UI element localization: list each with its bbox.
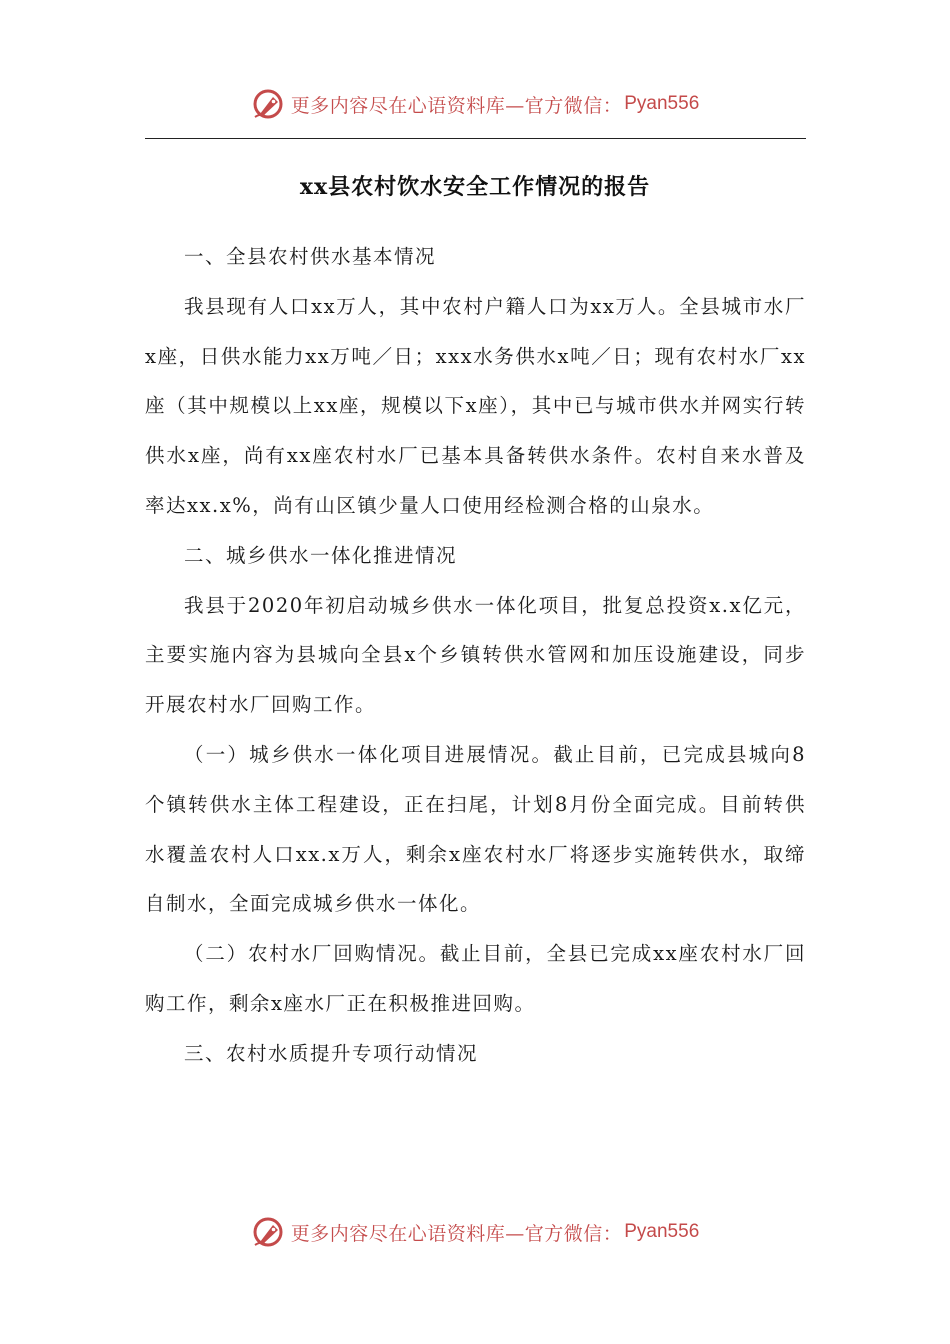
section-heading: 二、城乡供水一体化推进情况 [184, 543, 458, 567]
watermark-wechat-id: Pyan556 [624, 93, 700, 114]
section-heading: 一、全县农村供水基本情况 [184, 245, 437, 268]
watermark-text: 更多内容尽在心语资料库—官方微信： [290, 94, 623, 117]
body-paragraph: 我县现有人口xx万人，其中农村户籍人口为xx万人。全县城市水厂x座，日供水能力xx万吨／日；xxx水务供水x吨／日；现有农村水厂xx座（其中规模以上xx座，规模以下x座），其中已与城市供水并网实行转供水x座，尚有xx座农村水厂已基本具备转供水条件。农村自来水普及率达xx.x%，尚有山区镇少量人口使用经检测合格的山泉水。 [145, 294, 806, 517]
header-watermark [0, 84, 950, 124]
document-title: xx县农村饮水安全工作情况的报告 [299, 174, 651, 200]
body-paragraph: （一）城乡供水一体化项目进展情况。截止目前，已完成县城向8个镇转供水主体工程建设，正在扫尾，计划8月份全面完成。目前转供水覆盖农村人口xx.x万人，剩余x座农村水厂将逐步实施转供水，取缔自制水，全面完成城乡供水一体化。 [145, 742, 806, 916]
watermark-text: 更多内容尽在心语资料库—官方微信： [290, 1222, 623, 1245]
document-body [145, 232, 806, 1079]
watermark-wechat-id: Pyan556 [624, 1221, 700, 1242]
footer-watermark [0, 1212, 950, 1252]
header-divider [145, 138, 806, 139]
pen-nib-circle-icon [251, 1215, 285, 1249]
body-paragraph: （二）农村水厂回购情况。截止目前，全县已完成xx座农村水厂回购工作，剩余x座水厂正在积极推进回购。 [145, 942, 806, 1015]
body-paragraph: 我县于2020年初启动城乡供水一体化项目，批复总投资x.x亿元，主要实施内容为县城向全县x个乡镇转供水管网和加压设施建设，同步开展农村水厂回购工作。 [145, 593, 806, 717]
pen-nib-circle-icon [251, 87, 285, 121]
section-heading: 三、农村水质提升专项行动情况 [184, 1041, 479, 1065]
